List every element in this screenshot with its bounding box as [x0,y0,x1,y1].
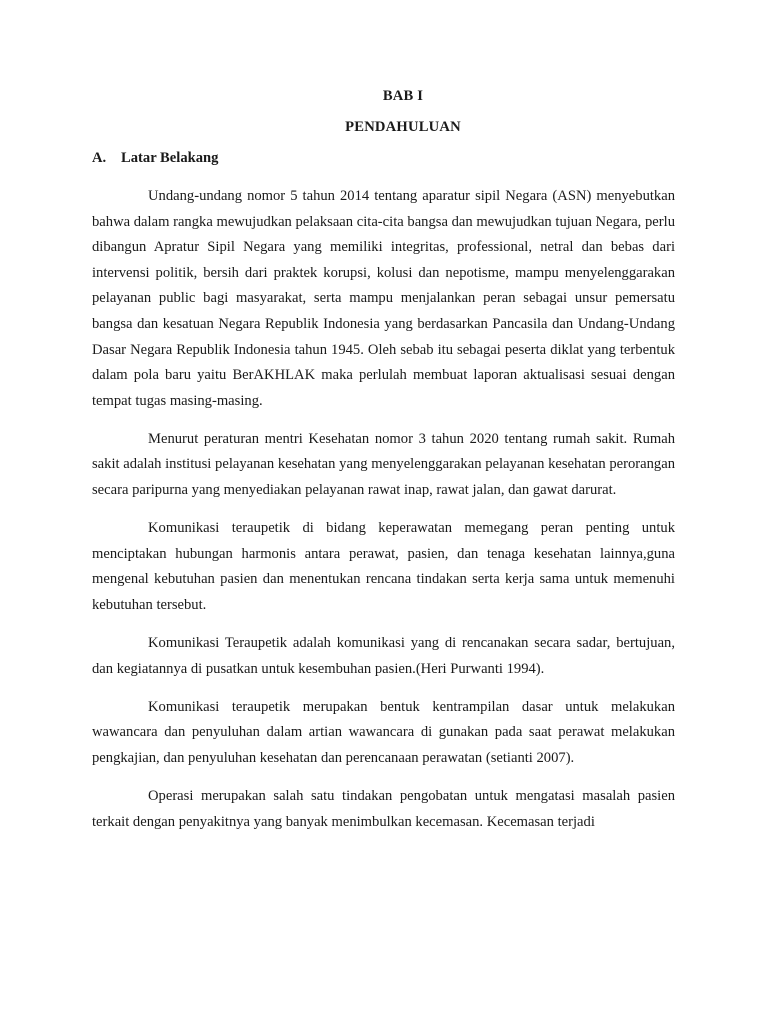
section-title: Latar Belakang [121,150,219,166]
paragraph: Komunikasi Teraupetik adalah komunikasi yang di rencanakan secara sadar, bertujuan, dan kegiatannya di pusatkan untuk kesembuhan pasien.(Heri Purwanti 1994). [92,635,675,677]
body-text [92,184,675,848]
paragraph: Komunikasi teraupetik merupakan bentuk kentrampilan dasar untuk melakukan wawancara dan penyuluhan dalam artian wawancara di gunakan pada saat perawat melakukan pengkajian, dan penyuluhan kesehatan dan perencanaan perawatan (setianti 2007). [92,698,675,766]
paragraph: Komunikasi teraupetik di bidang keperawatan memegang peran penting untuk menciptakan hubungan harmonis antara perawat, pasien, dan tenaga kesehatan lainnya,guna mengenal kebutuhan pasien dan menentukan rencana tindakan serta kerja sama untuk memenuhi kebutuhan tersebut. [92,520,675,613]
section-letter: A. [92,150,107,166]
section-heading [92,150,218,167]
paragraph: Operasi merupakan salah satu tindakan pengobatan untuk mengatasi masalah pasien terkait dengan penyakitnya yang banyak menimbulkan kecemasan. Kecemasan terjadi [92,787,675,830]
chapter-title: PENDAHULUAN [345,119,461,135]
paragraph: Undang-undang nomor 5 tahun 2014 tentang aparatur sipil Negara (ASN) menyebutkan bahwa dalam rangka mewujudkan pelaksaan cita-cita bangsa dan mewujudkan tujuan Negara, perlu dibangun Apratur Sipil Negara yang memiliki integritas, professional, netral dan bebas dari intervensi politik, bersih dari praktek korupsi, kolusi dan nepotisme, mampu menyelenggarakan pelayanan public bagi masyarakat, serta mampu menjalankan peran sebagai unsur pemersatu bangsa dan kesatuan Negara Republik Indonesia yang berdasarkan Pancasila dan Undang-Undang Dasar Negara Republik Indonesia tahun 1945. Oleh sebab itu sebagai peserta diklat yang terbentuk dalam pola baru yaitu BerAKHLAK maka perlulah membuat laporan aktualisasi sesuai dengan tempat tugas masing-masing. [92,188,675,409]
chapter-number: BAB I [382,88,424,104]
paragraph: Menurut peraturan mentri Kesehatan nomor 3 tahun 2020 tentang rumah sakit. Rumah sakit adalah institusi pelayanan kesehatan yang menyelenggarakan pelayanan kesehatan perorangan secara paripurna yang menyediakan pelayanan rawat inap, rawat jalan, dan gawat darurat. [92,430,675,499]
